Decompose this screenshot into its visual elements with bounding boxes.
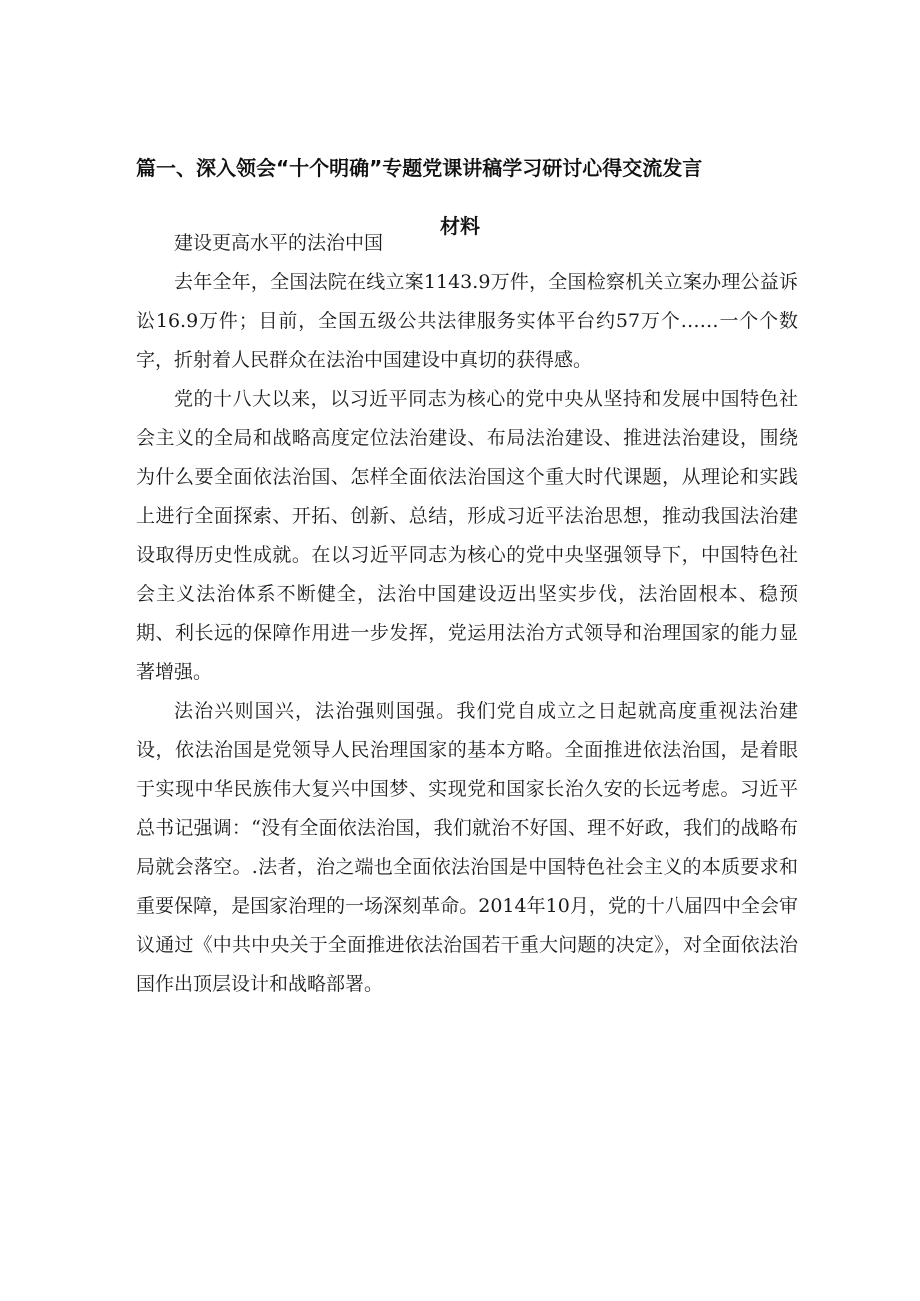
paragraph-1: 去年全年，全国法院在线立案1143.9万件，全国检察机关立案办理公益诉讼16.9万件；目前，全国五级公共法律服务实体平台约57万个……一个个数字，折射着人民群众在法治中国建设中真切的获得感。 [136, 271, 798, 371]
section-subheading: 建设更高水平的法治中国 [174, 232, 384, 254]
document-title-line-2: 材料 [440, 214, 480, 238]
paragraph-3: 法治兴则国兴，法治强则国强。我们党自成立之日起就高度重视法治建设，依法治国是党领导人民治理国家的基本方略。全面推进依法治国，是着眼于实现中华民族伟大复兴中国梦、实现党和国家长治久安的长远考虑。习近平总书记强调：“没有全面依法治国，我们就治不好国、理不好政，我们的战略布局就会落空。.法者，治之端也全面依法治国是中国特色社会主义的本质要求和重要保障，是国家治理的一场深刻革命。2014年10月，党的十八届四中全会审议通过《中共中央关于全面推进依法治国若干重大问题的决定》，对全面依法治国作出顶层设计和战略部署。 [136, 700, 798, 995]
paragraph-2: 党的十八大以来，以习近平同志为核心的党中央从坚持和发展中国特色社会主义的全局和战略高度定位法治建设、布局法治建设、推进法治建设，围绕为什么要全面依法治国、怎样全面依法治国这个重大时代课题，从理论和实践上进行全面探索、开拓、创新、总结，形成习近平法治思想，推动我国法治建设取得历史性成就。在以习近平同志为核心的党中央坚强领导下，中国特色社会主义法治体系不断健全，法治中国建设迈出坚实步伐，法治固根本、稳预期、利长远的保障作用进一步发挥，党运用法治方式领导和治理国家的能力显著增强。 [136, 388, 798, 683]
document-body [136, 222, 798, 1004]
document-title-line-1: 篇一、深入领会“十个明确”专题党课讲稿学习研讨心得交流发言 [136, 156, 703, 180]
